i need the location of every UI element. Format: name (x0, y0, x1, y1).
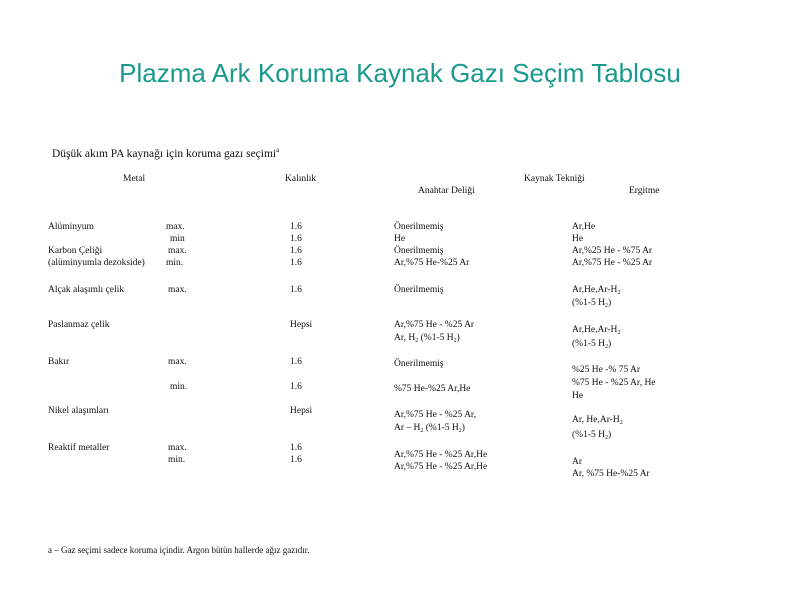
table-caption-text: Düşük akım PA kaynağı için koruma gazı seçimi (52, 147, 277, 160)
cell-thickness: 1.6 (290, 455, 302, 465)
cell-thickness: Hepsi (290, 406, 313, 416)
cell-metal: Bakır (48, 357, 70, 367)
cell-keyhole: Önerilmemiş (394, 359, 444, 369)
cell-grade: max. (168, 443, 187, 453)
cell-melt-line2: (%1-5 $H_2$) (572, 339, 612, 350)
cell-keyhole: Önerilmemiş (394, 285, 444, 295)
cell-grade: min. (168, 455, 186, 465)
cell-melt-line2: He (572, 391, 584, 401)
cell-keyhole: Ar,%75 He - %25 Ar,He (394, 462, 488, 472)
cell-metal: Alüminyum (48, 222, 94, 232)
cell-metal: Karbon Çeliği (48, 246, 103, 256)
cell-keyhole: %75 He-%25 Ar,He (394, 384, 471, 394)
cell-keyhole: Ar,%75 He - %25 Ar, (394, 410, 477, 420)
cell-keyhole: Ar,%75 He - %25 Ar (394, 320, 475, 330)
cell-keyhole: Önerilmemiş (394, 246, 444, 256)
cell-thickness: 1.6 (290, 246, 302, 256)
cell-thickness: 1.6 (290, 222, 302, 232)
cell-grade: min. (166, 258, 184, 268)
cell-thickness: 1.6 (290, 382, 302, 392)
cell-keyhole: Ar,%75 He-%25 Ar (394, 258, 470, 268)
cell-thickness: Hepsi (290, 320, 313, 330)
page-title: Plazma Ark Koruma Kaynak Gazı Seçim Tablosu (119, 58, 681, 88)
cell-grade: min. (170, 382, 188, 392)
table-caption (52, 146, 279, 160)
cell-melt: $Ar,He,Ar-H_2$ (572, 285, 621, 296)
header-keyhole: Anahtar Deliği (418, 186, 475, 196)
footnote: a – Gaz seçimi sadece koruma içindir. Argon bütün hallerde ağız gazıdır. (48, 545, 310, 555)
cell-grade: max. (168, 357, 187, 367)
cell-metal: Nikel alaşımları (48, 406, 109, 416)
cell-metal: (alüminyumla dezokside) (48, 258, 145, 268)
cell-grade: min (170, 234, 185, 244)
cell-melt: %25 He -% 75 Ar (572, 365, 641, 375)
cell-grade: max. (168, 285, 187, 295)
cell-melt-line2: (%1-5 $H_2$) (572, 298, 612, 309)
header-welding-technique: Kaynak Tekniği (524, 174, 585, 184)
cell-keyhole-line2: Ar – $H_2$ (%1-5 $H_2$) (394, 423, 465, 434)
cell-melt: Ar, %75 He-%25 Ar (572, 469, 650, 479)
cell-keyhole: He (394, 234, 406, 244)
cell-melt-line2: (%1-5 $H_2$) (572, 430, 612, 441)
cell-melt: Ar,%25 He - %75 Ar (572, 246, 653, 256)
cell-thickness: 1.6 (290, 285, 302, 295)
cell-melt: $Ar,He,Ar-H_2$ (572, 325, 621, 336)
cell-keyhole: Ar,%75 He - %25 Ar,He (394, 450, 488, 460)
cell-thickness: 1.6 (290, 258, 302, 268)
header-thickness: Kalınlık (285, 174, 317, 184)
cell-metal: Reaktif metaller (48, 443, 110, 453)
cell-melt: Ar,He (572, 222, 596, 232)
header-metal: Metal (123, 174, 146, 184)
cell-keyhole: Önerilmemiş (394, 222, 444, 232)
cell-grade: max. (168, 246, 187, 256)
cell-melt: Ar, $He,Ar-H_2$ (572, 415, 623, 426)
cell-thickness: 1.6 (290, 234, 302, 244)
cell-melt: Ar (572, 457, 583, 467)
cell-keyhole-line2: Ar, $H_2$ (%1-5 $H_2$) (394, 333, 460, 344)
cell-metal: Paslanmaz çelik (48, 320, 110, 330)
cell-melt: %75 He - %25 Ar, He (572, 378, 656, 388)
cell-thickness: 1.6 (290, 357, 302, 367)
cell-thickness: 1.6 (290, 443, 302, 453)
cell-metal: Alçak alaşımlı çelik (48, 285, 124, 295)
cell-melt: Ar,%75 He - %25 Ar (572, 258, 653, 268)
cell-grade: max. (166, 222, 185, 232)
footnote-marker: a (276, 146, 280, 154)
cell-melt: He (572, 234, 584, 244)
header-melt: Ergitme (629, 186, 660, 196)
